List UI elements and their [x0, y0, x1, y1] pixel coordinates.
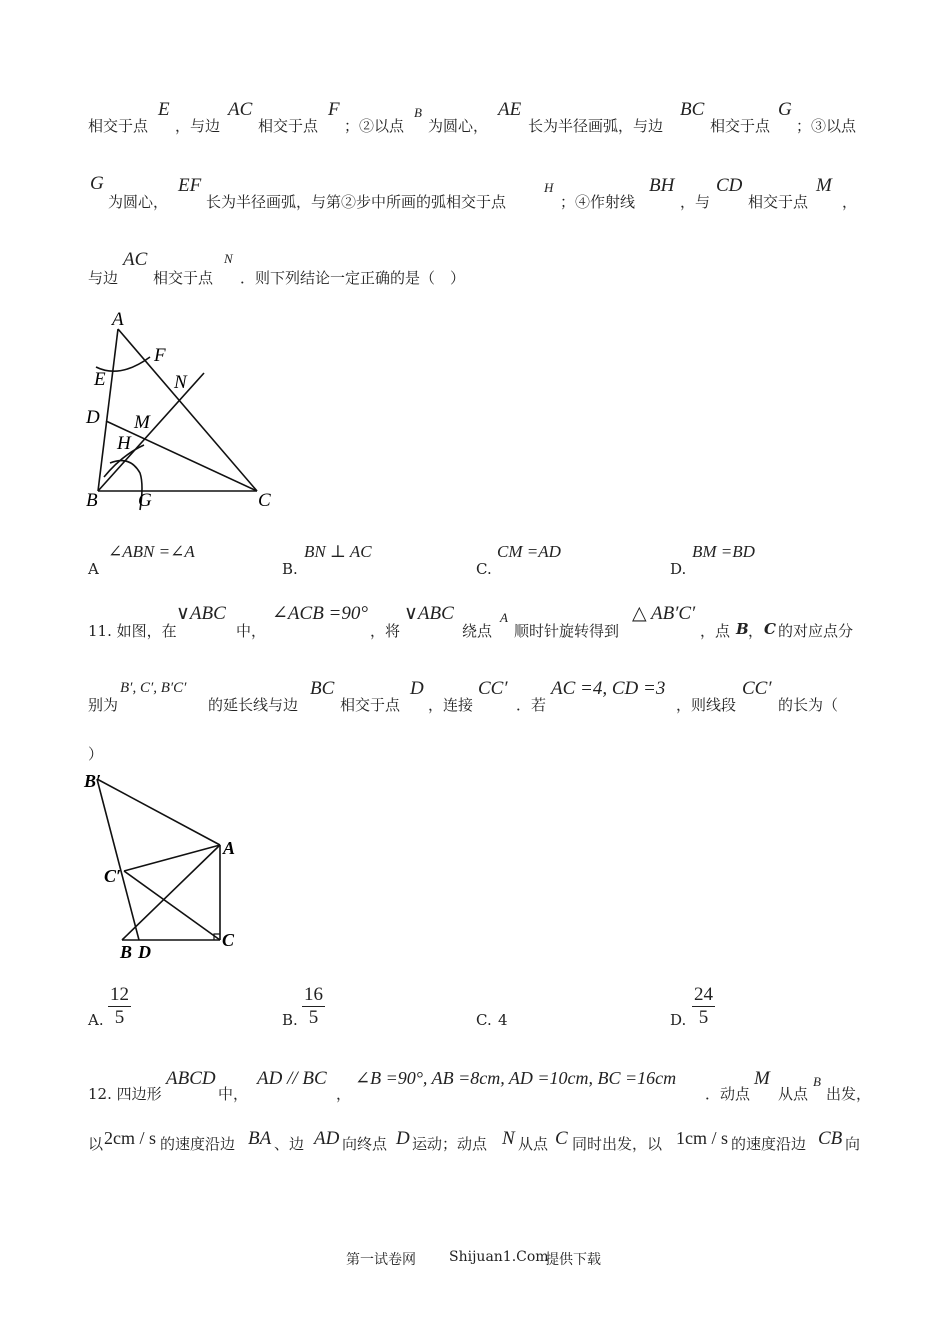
label-n: N — [174, 372, 187, 393]
label-b-prime: B′ — [84, 771, 102, 791]
edge-ab — [98, 329, 118, 491]
text: 从点 — [518, 1135, 549, 1153]
math: F — [328, 99, 340, 120]
edge-a-b — [122, 845, 220, 940]
math: 2cm / s — [104, 1128, 156, 1148]
label-e: E — [94, 369, 106, 390]
math: CD — [716, 175, 743, 196]
label-c: C — [222, 930, 235, 950]
text: 运动；动点 — [412, 1135, 488, 1153]
text: 的长为（ — [778, 696, 839, 714]
text: 中， — [218, 1085, 249, 1103]
math: AD — [314, 1128, 340, 1149]
text: 的速度沿边 — [731, 1135, 807, 1153]
math: ∨ABC — [404, 603, 454, 624]
option-expr: ∠ABN =∠A — [108, 542, 195, 561]
denominator: 5 — [698, 1007, 709, 1028]
fraction — [108, 984, 131, 1029]
text: 12. 四边形 — [88, 1085, 162, 1103]
math: EF — [178, 175, 202, 196]
text: ， — [748, 622, 764, 640]
text: 长为半径画弧，与第②步中所画的弧相交于点 — [206, 193, 507, 211]
text: 中， — [236, 622, 267, 640]
text: 的速度沿边 — [160, 1135, 236, 1153]
math: BC — [680, 99, 705, 120]
math: AD // BC — [257, 1068, 327, 1089]
text: ；④作射线 — [560, 193, 636, 211]
edge-cp-c — [124, 871, 220, 940]
text: 相交于点 — [748, 193, 809, 211]
label-b: B — [120, 942, 133, 962]
edge-ac — [118, 329, 257, 491]
label-m: M — [134, 412, 150, 433]
math: CB — [818, 1128, 843, 1149]
label-d: D — [138, 942, 151, 962]
numerator: 24 — [694, 984, 713, 1005]
text: ， — [842, 193, 858, 211]
text: ．若 — [516, 696, 547, 714]
fraction — [302, 984, 325, 1029]
math: N — [502, 1128, 515, 1149]
text: 绕点 — [462, 622, 493, 640]
option-letter: C. — [476, 560, 492, 578]
math: 1cm / s — [676, 1128, 728, 1148]
label-c: C — [258, 490, 271, 511]
text: ，则线段 — [676, 696, 737, 714]
text: ．动点 — [705, 1085, 751, 1103]
math: CC′ — [478, 678, 508, 699]
text: 相交于点 — [710, 117, 771, 135]
math: H — [544, 180, 554, 195]
text: 的对应点分 — [778, 622, 854, 640]
option-letter: A. — [88, 1011, 104, 1029]
footer-note: 提供下载 — [545, 1252, 601, 1268]
math: G — [90, 173, 104, 194]
option-letter: D. — [670, 560, 687, 578]
text: 与边 — [88, 269, 119, 287]
text: ，将 — [370, 622, 401, 640]
math: △ AB′C′ — [632, 603, 696, 624]
math: BH — [649, 175, 675, 196]
text: 向 — [845, 1135, 861, 1153]
math: AE — [498, 99, 522, 120]
text: 顺时针旋转得到 — [514, 622, 620, 640]
fraction — [692, 984, 715, 1029]
text: 以 — [88, 1135, 104, 1153]
denominator: 5 — [114, 1007, 125, 1028]
text: 、边 — [274, 1135, 305, 1153]
math: ∠ACB =90° — [272, 603, 368, 624]
edge-bp-d — [97, 779, 139, 940]
text: C — [764, 620, 776, 638]
math: ∠B =90°, AB =8cm, AD =10cm, BC =16cm — [355, 1068, 677, 1088]
numerator: 16 — [304, 984, 323, 1005]
text: 向终点 — [342, 1135, 388, 1153]
label-b: B — [86, 490, 98, 511]
text: ，连接 — [428, 696, 474, 714]
label-f: F — [154, 345, 166, 366]
option-letter: A — [88, 560, 99, 578]
math: D — [410, 678, 424, 699]
text: 出发， — [826, 1085, 872, 1103]
text: 相交于点 — [340, 696, 401, 714]
text: ， — [336, 1085, 352, 1103]
option-expr: CM =AD — [497, 542, 561, 561]
text: 为圆心， — [108, 193, 169, 211]
text: ，与边 — [175, 117, 221, 135]
option-expr: BM =BD — [692, 542, 755, 561]
label-a: A — [223, 838, 236, 858]
footer-site: 第一试卷网 — [346, 1252, 416, 1268]
numerator: 12 — [110, 984, 129, 1005]
text: 11. 如图，在 — [88, 622, 177, 640]
label-a: A — [112, 309, 124, 330]
edge-bp-a — [97, 779, 220, 845]
text: 的延长线与边 — [208, 696, 299, 714]
text: 相交于点 — [153, 269, 214, 287]
math: ∨ABC — [176, 603, 226, 624]
math: E — [158, 99, 170, 120]
math: D — [396, 1128, 410, 1149]
text: ，与 — [680, 193, 711, 211]
q10-figure — [80, 305, 280, 515]
text: ；②以点 — [344, 117, 405, 135]
option-expr: BN ⊥ AC — [304, 542, 372, 561]
text: ，点 — [700, 622, 731, 640]
option-letter: D. — [670, 1011, 687, 1029]
math: AC — [228, 99, 253, 120]
text: 相交于点 — [88, 117, 149, 135]
text: 从点 — [778, 1085, 809, 1103]
option-letter: C. — [476, 1011, 492, 1029]
text: 别为 — [88, 696, 119, 714]
math: M — [754, 1068, 770, 1089]
label-d: D — [86, 407, 100, 428]
q11-figure — [80, 765, 250, 965]
label-c-prime: C′ — [104, 866, 122, 886]
math: AC — [123, 249, 148, 270]
math: AC =4, CD =3 — [551, 678, 666, 699]
math: B — [414, 105, 422, 120]
math: C — [555, 1128, 568, 1149]
label-g: G — [138, 490, 152, 511]
text: 相交于点 — [258, 117, 319, 135]
math: A — [500, 610, 508, 625]
math: B — [813, 1074, 821, 1089]
math: ABCD — [166, 1068, 216, 1089]
option-value: 4 — [498, 1011, 508, 1029]
math: B′, C′, B′C′ — [120, 680, 187, 696]
math: M — [816, 175, 832, 196]
label-h: H — [117, 433, 131, 454]
text: 同时出发，以 — [572, 1135, 663, 1153]
math: G — [778, 99, 792, 120]
text: ；③以点 — [796, 117, 857, 135]
denominator: 5 — [308, 1007, 319, 1028]
option-letter: B. — [282, 1011, 298, 1029]
math: N — [224, 251, 233, 266]
text: ） — [88, 745, 104, 763]
text: 长为半径画弧，与边 — [528, 117, 664, 135]
math: BA — [248, 1128, 272, 1149]
option-letter: B. — [282, 560, 298, 578]
math: CC′ — [742, 678, 772, 699]
math: BC — [310, 678, 335, 699]
text: B — [736, 620, 749, 638]
text: ．则下列结论一定正确的是（ ） — [240, 269, 466, 287]
ray-bh — [98, 373, 204, 491]
footer-domain: Shijuan1.Com — [449, 1249, 549, 1265]
text: 为圆心， — [428, 117, 489, 135]
